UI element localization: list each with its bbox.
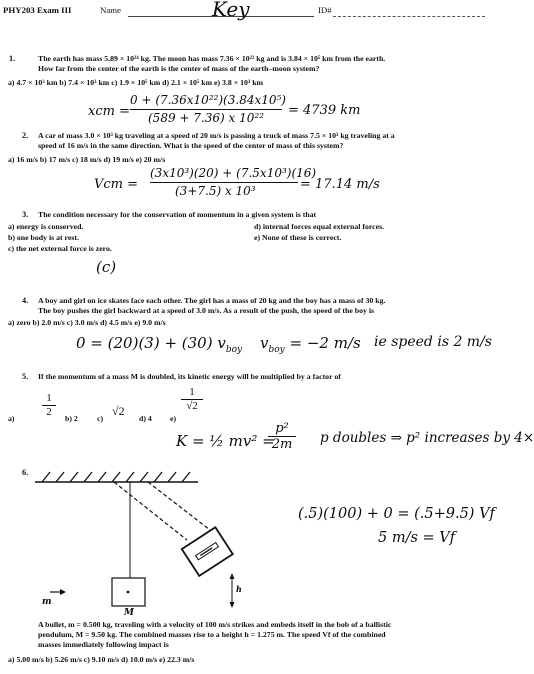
- denominator: 2: [42, 405, 56, 419]
- question-text: If the momentum of a mass M is doubled, its kinetic energy will be multiplied by a factor of: [38, 372, 341, 381]
- question-text: pendulum, M = 9.50 kg. The combined masses rise to a height h = 1.275 m. The speed Vf of the combined: [38, 630, 386, 639]
- label-bullet-mass: m: [42, 597, 52, 607]
- answer-key-title: Key: [212, 0, 250, 21]
- choice-value: √2: [112, 404, 125, 418]
- denominator: √2: [181, 399, 203, 413]
- handwritten-work: (589 + 7.36) x 10²²: [148, 111, 264, 125]
- subscript: boy: [268, 345, 285, 355]
- question-number: 5.: [22, 372, 29, 381]
- question-text: masses immediately following impact is: [38, 640, 169, 649]
- question-number: 6.: [22, 468, 29, 477]
- label-height: h: [236, 584, 242, 594]
- ceiling-hatching: [42, 472, 190, 482]
- handwritten-note: p doubles ⇒ p² increases by 4×: [320, 430, 534, 446]
- handwritten-answer: = 4739 km: [288, 103, 361, 118]
- variable-value: = −2 m/s: [289, 334, 361, 352]
- handwritten-note: ie speed is 2 m/s: [374, 334, 492, 350]
- name-label: Name: [100, 5, 122, 15]
- numerator: p²: [275, 421, 289, 436]
- handwritten-work: (3x10³)(20) + (7.5x10³)(16): [150, 166, 317, 180]
- question-text: A boy and girl on ice skates face each other. The girl has a mass of 20 kg and the boy has a mass of 30 kg.: [38, 296, 386, 305]
- numerator: 1: [46, 392, 52, 404]
- answer-choice: d) internal forces equal external forces.: [254, 222, 385, 231]
- handwritten-work: (.5)(100) + 0 = (.5+9.5) Vf: [298, 506, 495, 522]
- handwritten-answer: (c): [96, 258, 117, 276]
- handwritten-work: Vcm =: [94, 177, 139, 192]
- denominator: 2m: [268, 436, 296, 452]
- handwritten-work: K = ½ mv² =: [176, 432, 275, 450]
- answer-choice: d) 4: [139, 414, 152, 423]
- handwritten-work: (3+7.5) x 10³: [175, 184, 256, 198]
- question-text: A bullet, m = 0.500 kg, traveling with a velocity of 100 m/s strikes and embeds itself in the bob of a ballistic: [38, 620, 392, 629]
- choice-label: c): [97, 414, 104, 423]
- pendulum-string-swung: [148, 482, 210, 530]
- choice-label: e): [170, 414, 177, 423]
- handwritten-answer: = 17.14 m/s: [300, 177, 380, 192]
- question-text: The earth has mass 5.89 × 10²⁴ kg. The moon has mass 7.36 × 10²² kg and is 3.84 × 10⁵ km from the earth.: [38, 54, 386, 63]
- pendulum-bob-swung: [182, 527, 233, 576]
- arrow-up-icon: [230, 573, 235, 579]
- answer-choices: a) 16 m/s b) 17 m/s c) 18 m/s d) 19 m/s e) 20 m/s: [8, 155, 166, 164]
- answer-choice: a) energy is conserved.: [8, 222, 84, 231]
- momentum-equation: 0 = (20)(3) + (30) v: [76, 334, 226, 352]
- course-title: PHY203 Exam III: [3, 5, 72, 15]
- label-bob-mass: M: [124, 608, 134, 618]
- id-label: ID#: [318, 5, 332, 15]
- handwritten-work: 0 + (7.36x10²²)(3.84x10⁵): [130, 93, 286, 107]
- handwritten-work: xcm =: [88, 104, 130, 119]
- question-number: 2.: [22, 131, 29, 140]
- choice-label: a): [8, 414, 15, 423]
- question-text: The condition necessary for the conservation of momentum in a given system is that: [38, 210, 317, 219]
- answer-choices: a) zero b) 2.0 m/s c) 3.0 m/s d) 4.5 m/s e) 9.0 m/s: [8, 318, 166, 327]
- question-number: 3.: [22, 210, 29, 219]
- question-text: The boy pushes the girl backward at a speed of 3.0 m/s. As a result of the push, the speed of the boy is: [38, 306, 375, 315]
- answer-choices: a) 5.00 m/s b) 5.26 m/s c) 9.10 m/s d) 10.0 m/s e) 22.3 m/s: [8, 655, 195, 664]
- question-text: A car of mass 3.0 × 10³ kg traveling at a speed of 20 m/s is passing a truck of mass 7.5 × 10³ kg traveling at a: [38, 131, 395, 140]
- question-text: speed of 16 m/s in the same direction. What is the speed of the center of mass of this system?: [38, 141, 344, 150]
- answer-choice: b) one body is at rest.: [8, 233, 79, 242]
- variable-v: v: [260, 334, 269, 352]
- bob-center-dot: [127, 591, 130, 594]
- question-number: 1.: [9, 54, 16, 63]
- pendulum-string-swung: [114, 482, 187, 540]
- answer-choice: c) the net external force is zero.: [8, 244, 112, 253]
- arrow-right-icon: [60, 589, 66, 595]
- numerator: 1: [189, 386, 195, 398]
- question-text: How far from the center of the earth is the center of mass of the earth–moon system?: [38, 64, 320, 73]
- question-number: 4.: [22, 296, 29, 305]
- handwritten-answer: 5 m/s = Vf: [378, 530, 456, 546]
- answer-choice: b) 2: [65, 414, 78, 423]
- subscript: boy: [225, 345, 243, 355]
- answer-choice: e) None of these is correct.: [254, 233, 342, 242]
- answer-choices: a) 4.7 × 10³ km b) 7.4 × 10³ km c) 1.9 × 10⁵ km d) 2.1 × 10⁵ km e) 3.8 × 10³ km: [8, 78, 264, 87]
- arrow-down-icon: [230, 602, 235, 608]
